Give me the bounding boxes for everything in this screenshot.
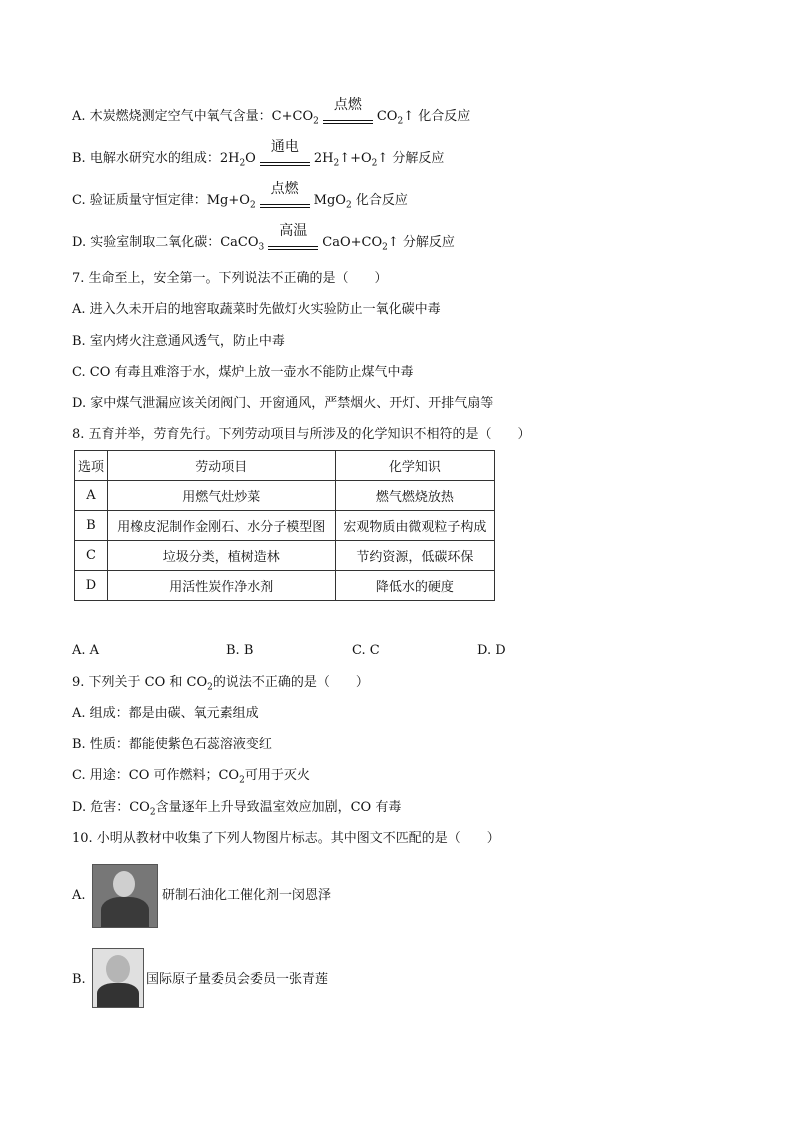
table-cell: A <box>75 481 108 511</box>
table-header-cell: 劳动项目 <box>107 451 335 481</box>
portrait-photo <box>92 948 144 1008</box>
table-cell: B <box>75 511 108 541</box>
table-row <box>75 481 495 511</box>
question-9-option-c: C. 用途：CO 可作燃料；$CO_2$可用于灭火 <box>72 768 310 786</box>
table-cell: 节约资源，低碳环保 <box>335 541 494 571</box>
reaction-arrow: 点燃 <box>260 192 310 210</box>
question-10-option-b-text: 国际原子量委员会委员一张青莲 <box>146 972 329 987</box>
option-a-equation: A. 木炭燃烧测定空气中氧气含量：$C+CO_2$ 点燃 $CO_2↑$ 化合反应 <box>72 97 471 127</box>
table-cell: 垃圾分类，植树造林 <box>107 541 335 571</box>
reaction-arrow: 高温 <box>268 234 318 252</box>
table-cell: 用燃气灶炒菜 <box>107 481 335 511</box>
table-row <box>75 541 495 571</box>
portrait-photo <box>92 864 158 928</box>
question-7-option-d: D. 家中煤气泄漏应该关闭阀门、开窗通风，严禁烟火、开灯、开排气扇等 <box>72 396 494 411</box>
question-8-stem: 8. 五育并举，劳育先行。下列劳动项目与所涉及的化学知识不相符的是（ ） <box>72 427 531 442</box>
question-9-option-a: A. 组成：都是由碳、氧元素组成 <box>72 706 259 721</box>
table-header-row <box>75 451 495 481</box>
table-cell: 降低水的硬度 <box>335 571 494 601</box>
question-9-option-d: D. 危害：$CO_2$含量逐年上升导致温室效应加剧，CO 有毒 <box>72 800 402 818</box>
table-cell: 用活性炭作净水剂 <box>107 571 335 601</box>
question-7-stem: 7. 生命至上，安全第一。下列说法不正确的是（ ） <box>72 271 388 286</box>
question-7-option-c: C. CO 有毒且难溶于水，煤炉上放一壶水不能防止煤气中毒 <box>72 365 414 380</box>
choice-a: A. A <box>72 643 100 658</box>
table-cell: C <box>75 541 108 571</box>
question-8-table <box>74 450 495 601</box>
question-10-option-a-letter: A. <box>72 888 86 903</box>
question-7-option-a: A. 进入久未开启的地窖取蔬菜时先做灯火实验防止一氧化碳中毒 <box>72 302 441 317</box>
option-c-equation: C. 验证质量守恒定律：$Mg+O_2$ 点燃 MgO$_2$ 化合反应 <box>72 181 408 211</box>
reaction-arrow: 通电 <box>260 150 310 168</box>
question-10-option-a-text: 研制石油化工催化剂一闵恩泽 <box>162 888 332 903</box>
option-d-equation: D. 实验室制取二氧化碳：CaCO$_3$ 高温 $CaO+CO_2↑$ 分解反应 <box>72 223 455 253</box>
choice-b: B. B <box>226 643 254 658</box>
choice-d: D. D <box>477 643 506 658</box>
question-10-stem: 10. 小明从教材中收集了下列人物图片标志。其中图文不匹配的是（ ） <box>72 831 500 846</box>
table-cell: 宏观物质由微观粒子构成 <box>335 511 494 541</box>
option-b-equation: B. 电解水研究水的组成：$2H_2O$ 通电 $2H_2↑+O_2↑$ 分解反应 <box>72 139 445 169</box>
table-row <box>75 511 495 541</box>
table-header-cell: 化学知识 <box>335 451 494 481</box>
question-10-option-b-letter: B. <box>72 972 86 987</box>
reaction-arrow: 点燃 <box>323 108 373 126</box>
table-cell: 用橡皮泥制作金刚石、水分子模型图 <box>107 511 335 541</box>
question-9-option-b: B. 性质：都能使紫色石蕊溶液变红 <box>72 737 272 752</box>
table-cell: D <box>75 571 108 601</box>
question-7-option-b: B. 室内烤火注意通风透气，防止中毒 <box>72 334 285 349</box>
choice-c: C. C <box>352 643 380 658</box>
table-header-cell: 选项 <box>75 451 108 481</box>
table-cell: 燃气燃烧放热 <box>335 481 494 511</box>
question-9-stem: 9. 下列关于 CO 和 $CO_2$的说法不正确的是（ ） <box>72 675 369 693</box>
table-row <box>75 571 495 601</box>
